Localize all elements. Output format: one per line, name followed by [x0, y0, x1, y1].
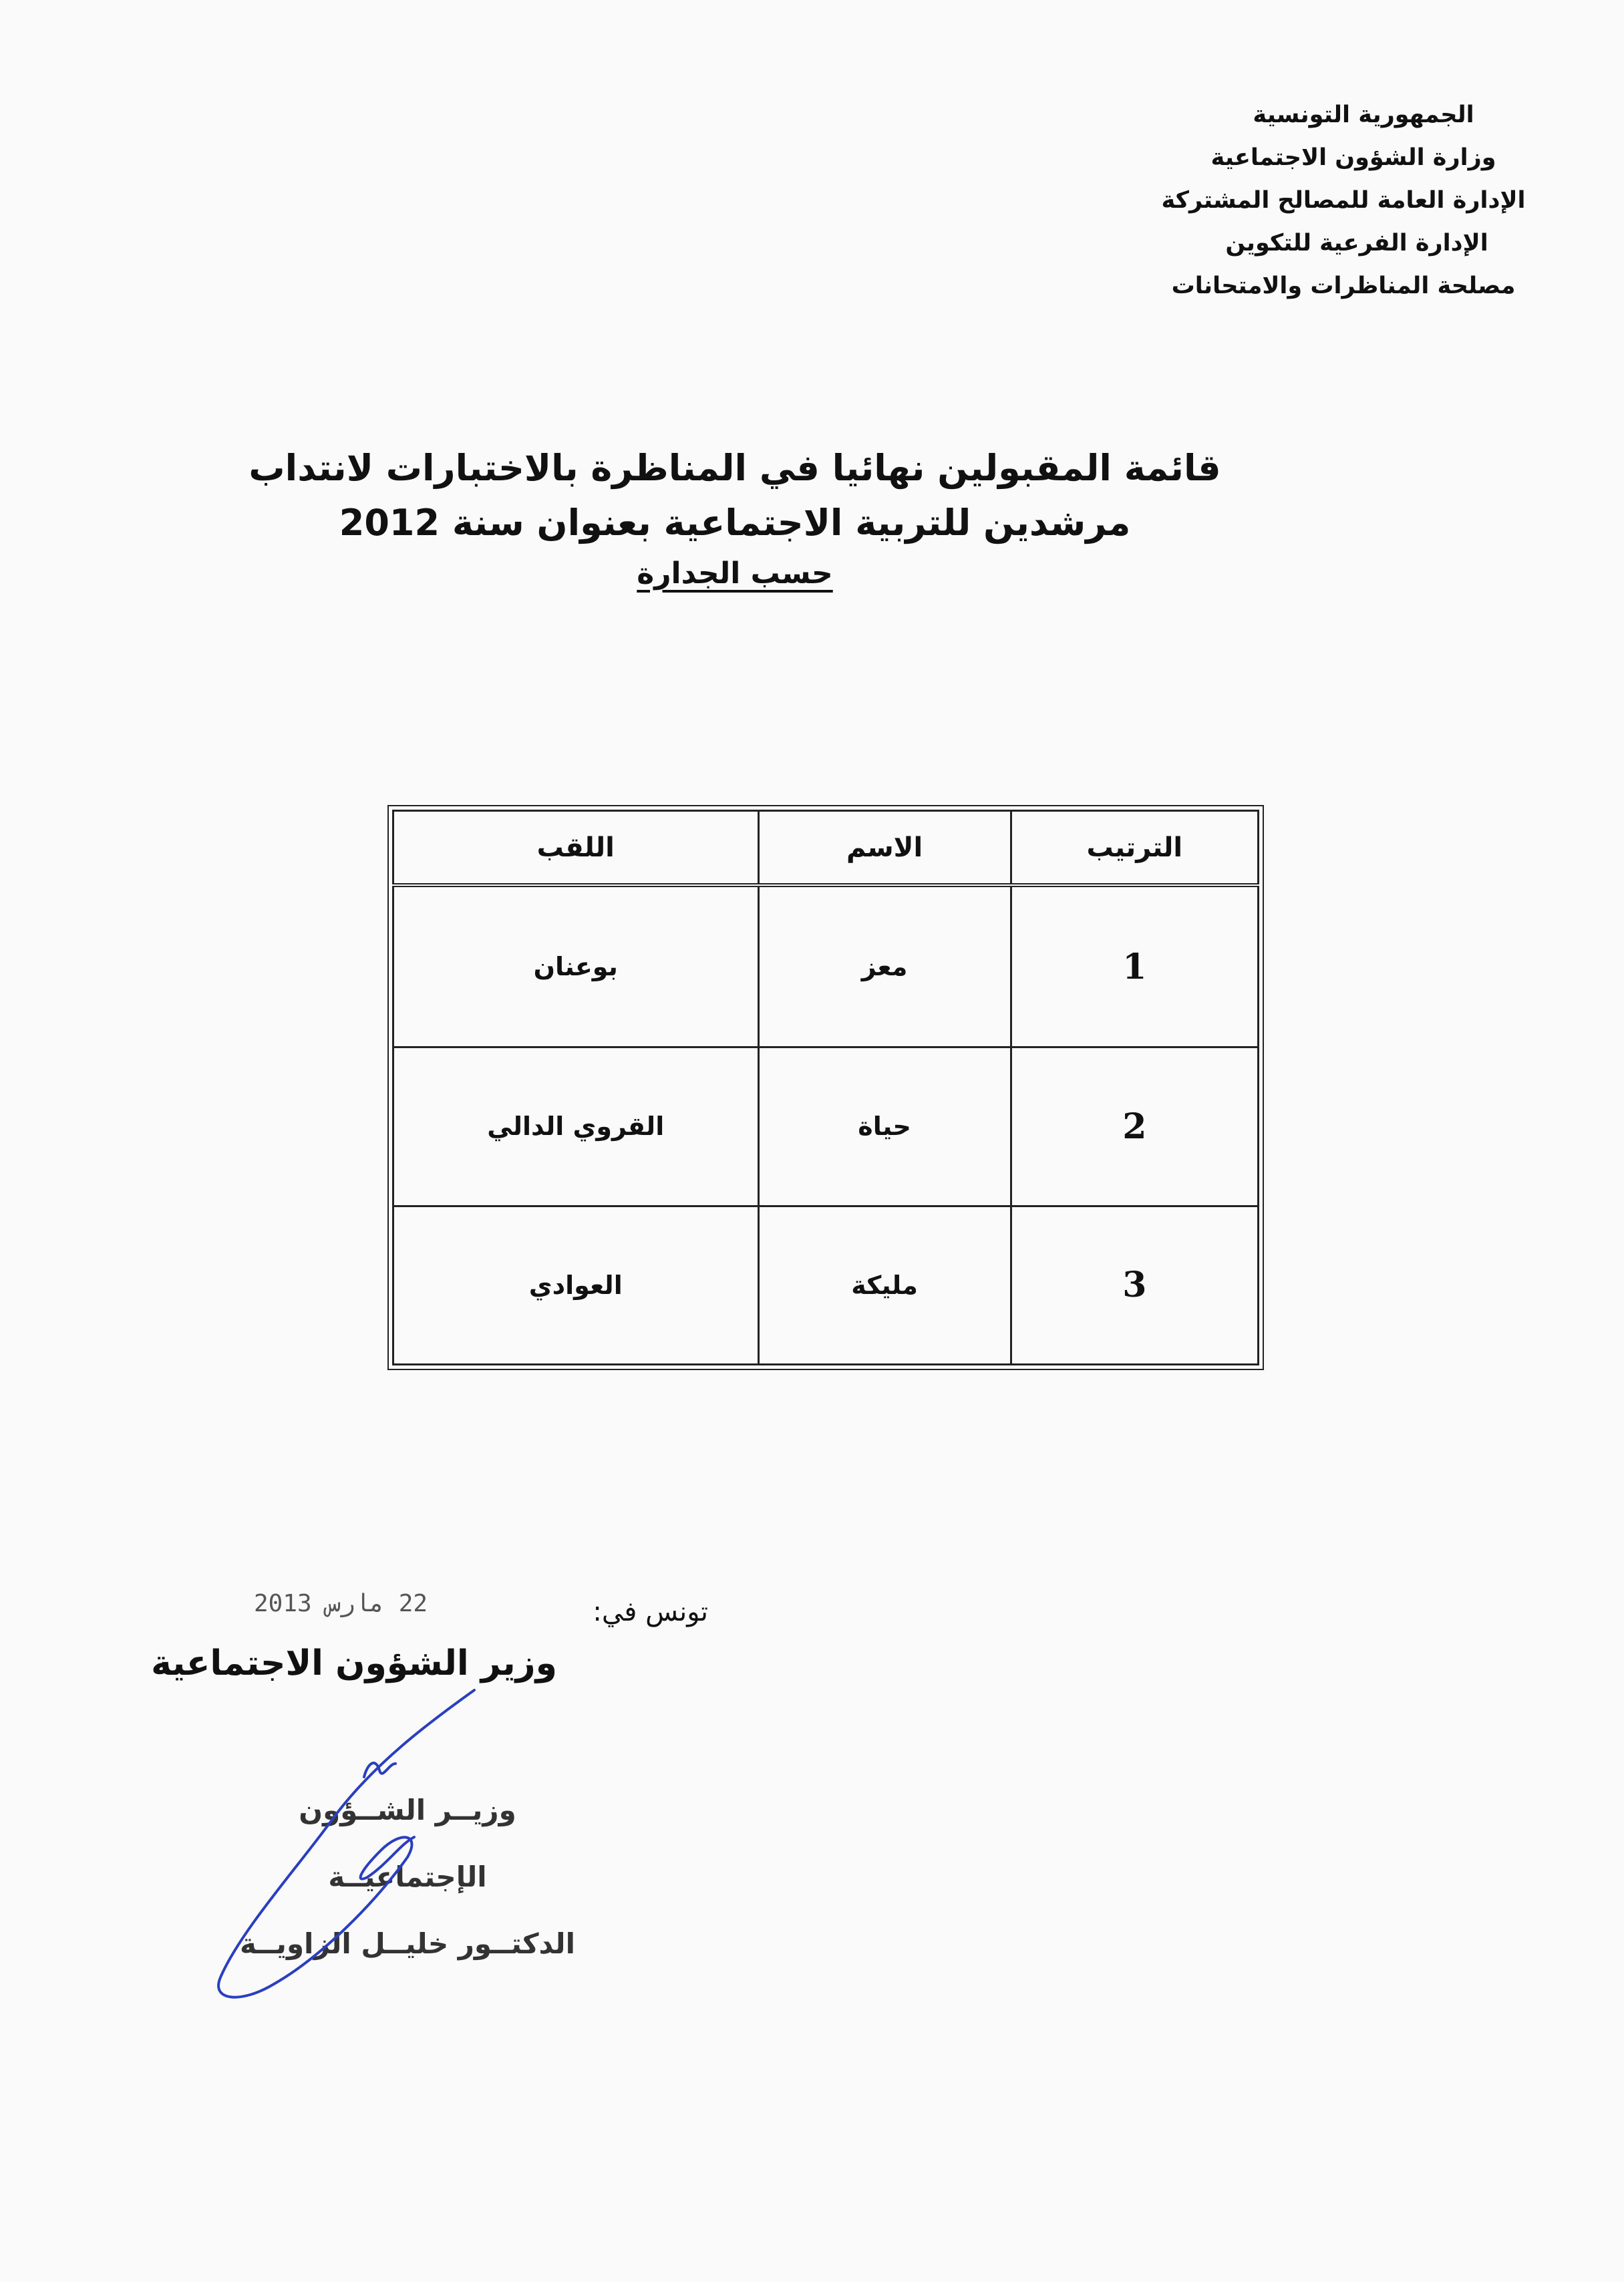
title-line-1: قائمة المقبولين نهائيا في المناظرة بالاختبارات لانتداب — [249, 447, 1221, 489]
title-line-2: مرشدين للتربية الاجتماعية بعنوان سنة 2012 — [339, 502, 1131, 544]
minister-title: وزير الشؤون الاجتماعية — [151, 1643, 557, 1683]
place-label: تونس في: — [593, 1597, 708, 1627]
cell-last-name: العوادي — [393, 1206, 759, 1364]
cell-rank: 1 — [1011, 885, 1258, 1047]
letterhead-sub-directorate: الإدارة الفرعية للتكوين — [1225, 230, 1488, 257]
document-title — [200, 441, 1269, 597]
table-header-row — [393, 811, 1259, 886]
table-row — [393, 885, 1259, 1047]
cell-last-name: القروي الدالي — [393, 1047, 759, 1206]
cell-first-name: حياة — [758, 1047, 1011, 1206]
header-last-name: اللقب — [393, 811, 759, 886]
cell-rank: 2 — [1011, 1047, 1258, 1206]
letterhead-ministry: وزارة الشؤون الاجتماعية — [1210, 144, 1496, 171]
header-first-name: الاسم — [758, 811, 1011, 886]
signature-icon — [200, 1663, 548, 2011]
letterhead — [1110, 94, 1577, 307]
results-table-frame — [387, 805, 1264, 1370]
header-rank: الترتيب — [1011, 811, 1258, 886]
cell-last-name: بوعنان — [393, 885, 759, 1047]
results-table — [392, 810, 1259, 1365]
cell-first-name: مليكة — [758, 1206, 1011, 1364]
title-subtitle: حسب الجدارة — [637, 556, 833, 591]
table-row — [393, 1206, 1259, 1364]
seal-line-name: الدكتــور خليــل الزاويــة — [240, 1927, 575, 1960]
cell-first-name: معز — [758, 885, 1011, 1047]
letterhead-country: الجمهورية التونسية — [1253, 102, 1474, 128]
date-stamp: 22 مارس 2013 — [254, 1590, 428, 1617]
seal-line-title: وزيــر الشــؤون الإجتماعيــة — [299, 1794, 516, 1893]
letterhead-service: مصلحة المناظرات والامتحانات — [1171, 273, 1516, 299]
place-and-date — [240, 1590, 708, 1643]
letterhead-general-directorate: الإدارة العامة للمصالح المشتركة — [1161, 187, 1526, 214]
table-row — [393, 1047, 1259, 1206]
cell-rank: 3 — [1011, 1206, 1258, 1364]
signature-stroke — [218, 1690, 474, 1997]
